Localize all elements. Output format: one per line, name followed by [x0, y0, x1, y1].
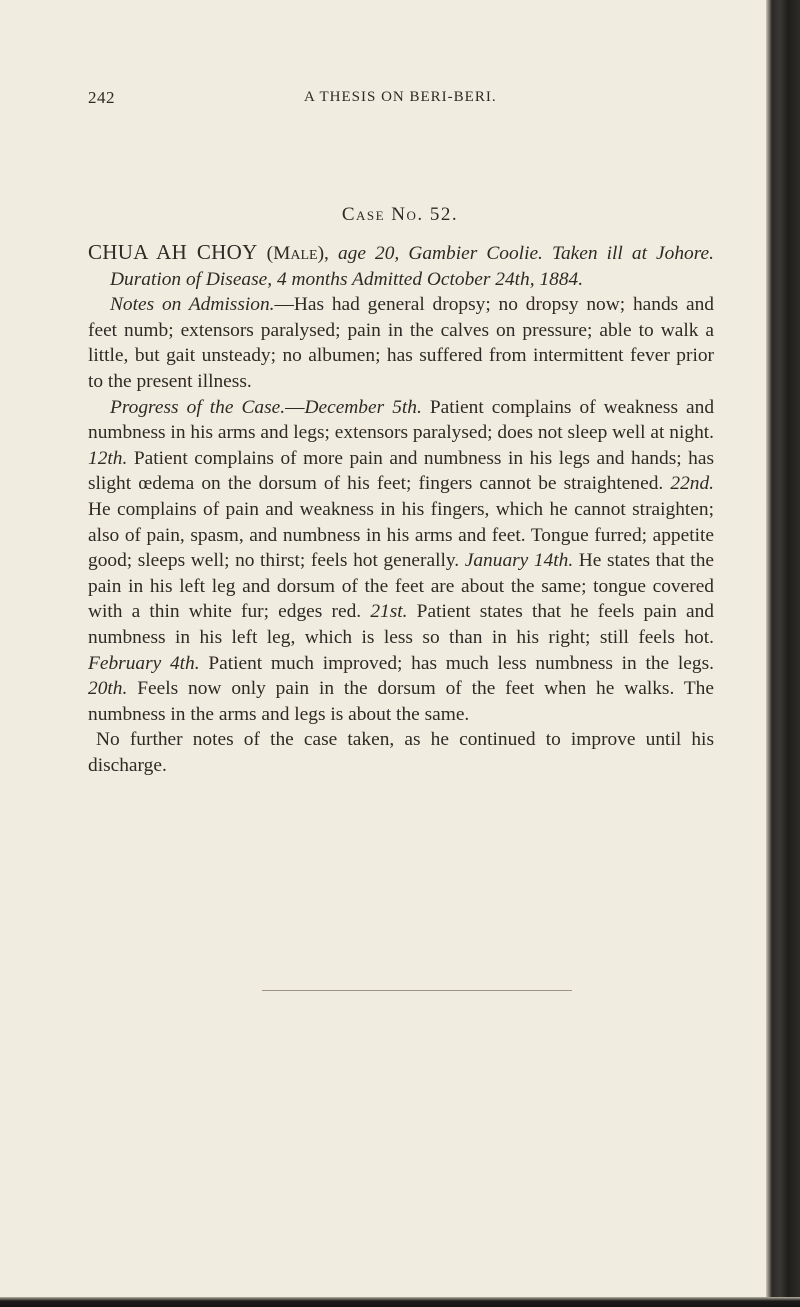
progress-date: February 4th.	[88, 652, 200, 674]
running-title: A THESIS ON BERI-BERI.	[304, 89, 497, 105]
progress-date: December 5th.	[304, 396, 422, 418]
page-edge-binding	[766, 0, 800, 1307]
patient-name: CHUA AH CHOY	[88, 240, 258, 264]
patient-line: CHUA AH CHOY (Male), age 20, Gambier Coolie. Taken ill at Johore. Duration of Disease, 4 months Admitted October 24th, 1884.	[88, 240, 715, 290]
progress-entry: Patient much improved; has much less numbness in the legs.	[208, 652, 714, 674]
page-number: 242	[88, 88, 115, 107]
case-body	[88, 240, 714, 778]
progress-heading: Progress of the Case.	[110, 396, 286, 418]
admission-heading: Notes on Admission.	[110, 294, 275, 316]
progress-entry: Patient complains of more pain and numbness in his legs and hands; has slight œdema on the dorsum of his feet; fingers cannot be straightened.	[88, 447, 714, 495]
admission-notes: Notes on Admission.—Has had general dropsy; no dropsy now; hands and feet numb; extensors paralysed; pain in the calves on pressure; able to walk a little, but gait unsteady; no albumen; has suffered from intermittent fever prior to the present illness.	[88, 294, 714, 392]
progress-date: 21st.	[370, 601, 408, 623]
progress-entry: He complains of pain and weakness in his fingers, which he cannot straighten; also of pain, spasm, and numbness in his arms and feet. Tongue furred; appetite good; sleeps well; no thirst; feels hot generally.	[88, 498, 714, 572]
case-title: Case No. 52.	[341, 204, 459, 225]
progress-entry: Feels now only pain in the dorsum of the feet when he walks. The numbness in the arms and legs is about the same.	[88, 678, 714, 725]
progress-notes: Progress of the Case.—December 5th. Patient complains of weakness and numbness in his arms and legs; extensors paralysed; does not sleep well at night. 12th. Patient complains of more pain and numbness in his legs and hands; has slight œdema on the dorsum of his feet; fingers cannot be straightened. 22nd. He complains of pain and weakness in his fingers, which he cannot straighten; also of pain, spasm, and numbness in his arms and feet. Tongue furred; appetite good; sleeps well; no thirst; feels hot generally. January 14th. He states that the pain in his left leg and dorsum of the feet are about the same; tongue covered with a thin white fur; edges red. 21st. Patient states that he feels pain and numbness in his left leg, which is less so than in his right; still feels hot. February 4th. Patient much improved; has much less numbness in the legs. 20th. Feels now only pain in the dorsum of the feet when he walks. The numbness in the arms and legs is about the same.	[88, 396, 715, 725]
page-header	[88, 88, 728, 112]
end-rule	[262, 990, 572, 991]
page-bottom-edge	[0, 1297, 800, 1307]
closing-note: No further notes of the case taken, as he continued to improve until his discharge.	[88, 729, 714, 776]
progress-entry: Patient complains of weakness and numbness in his arms and legs; extensors paralysed; does not sleep well at night.	[88, 396, 715, 444]
progress-entry: He states that the pain in his left leg and dorsum of the feet are about the same; tongue covered with a thin white fur; edges red.	[88, 550, 714, 623]
progress-entry: Patient states that he feels pain and numbness in his left leg, which is less so than in his right; still feels hot.	[88, 601, 715, 648]
progress-date: January 14th.	[464, 550, 574, 572]
admission-text: Has had general dropsy; no dropsy now; hands and feet numb; extensors paralysed; pain in the calves on pressure; able to walk a little, but gait unsteady; no albumen; has suffered from intermittent fever prior to the present illness.	[88, 294, 714, 392]
progress-date: 12th.	[88, 447, 128, 469]
progress-date: 20th.	[88, 678, 128, 700]
progress-date: 22nd.	[670, 473, 715, 495]
patient-sex: Male	[273, 243, 318, 264]
patient-details: age 20, Gambier Coolie. Taken ill at Johore. Duration of Disease, 4 months Admitted October 24th, 1884.	[110, 243, 715, 290]
